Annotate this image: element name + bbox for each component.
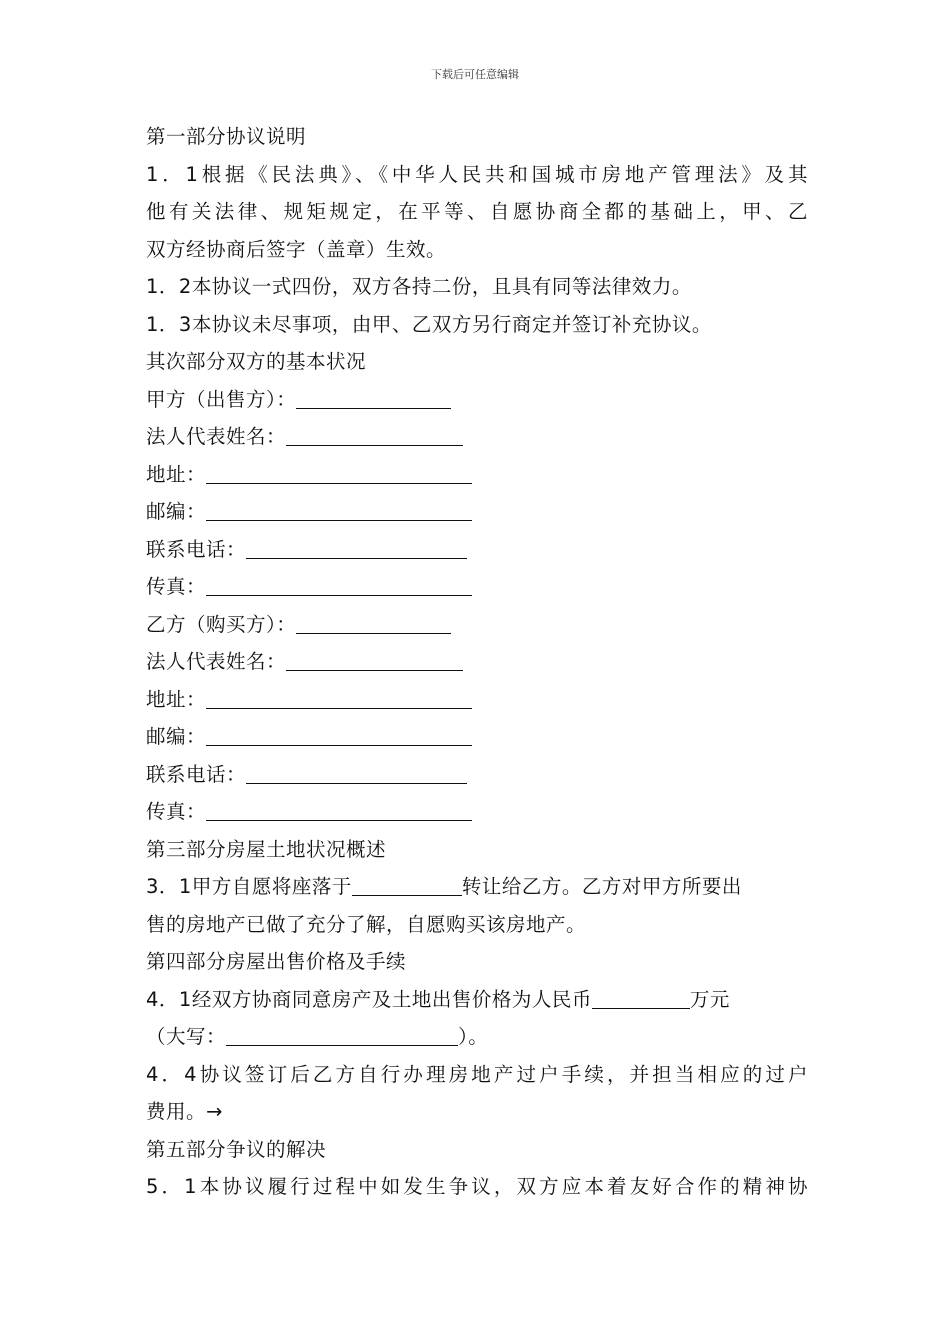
clause-4-4-line-2: 费用。→ [146, 1100, 223, 1123]
party-a-postcode-row [146, 493, 808, 531]
party-b-rep-blank[interactable] [286, 646, 463, 671]
page-header: 下载后可任意编辑 [431, 68, 519, 81]
party-a-row [146, 381, 808, 419]
party-a-postcode-label: 邮编： [146, 500, 207, 523]
party-a-fax-row [146, 568, 808, 606]
clause-4-1-suffix: 万元 [689, 987, 730, 1011]
party-b-phone-row [146, 756, 808, 794]
section-2-title: 其次部分双方的基本状况 [146, 350, 367, 373]
party-b-fax-blank[interactable] [206, 796, 472, 821]
document-body [146, 118, 808, 1206]
party-a-address-blank[interactable] [206, 459, 472, 484]
party-b-row [146, 606, 808, 644]
party-a-postcode-blank[interactable] [206, 496, 472, 521]
party-b-address-row [146, 681, 808, 719]
party-b-blank[interactable] [296, 609, 451, 634]
clause-1-2: 1．2本协议一式四份，双方各持二份，且具有同等法律效力。 [146, 275, 692, 298]
clause-3-1-prefix: 3．1甲方自愿将座落于 [146, 875, 352, 898]
clause-1-3: 1．3本协议未尽事项，由甲、乙双方另行商定并签订补充协议。 [146, 312, 712, 336]
clause-4-1-line-2 [146, 1018, 808, 1056]
clause-5-1: 5．1本协议履行过程中如发生争议，双方应本着友好合作的精神协 [146, 1175, 808, 1198]
party-a-label: 甲方（出售方）： [146, 387, 297, 411]
section-5-title: 第五部分争议的解决 [146, 1137, 327, 1161]
clause-3-1-line-2: 售的房地产已做了充分了解，自愿购买该房地产。 [146, 912, 587, 936]
clause-4-4-line-1: 4．4协议签订后乙方自行办理房地产过户手续，并担当相应的过户 [146, 1062, 808, 1086]
section-1-title: 第一部分协议说明 [146, 125, 307, 148]
party-a-address-row [146, 456, 808, 494]
party-a-fax-label: 传真： [146, 575, 207, 598]
clause-1-1-line-2: 他有关法律、规矩规定，在平等、自愿协商全都的基础上，甲、乙 [146, 200, 808, 223]
clause-1-1-line-1: 1．1根据《民法典》、《中华人民共和国城市房地产管理法》及其 [146, 162, 808, 186]
party-b-rep-row [146, 643, 808, 681]
price-amount-blank[interactable] [592, 984, 690, 1009]
clause-4-1-line-1 [146, 981, 808, 1019]
party-b-postcode-blank[interactable] [206, 721, 472, 746]
price-in-words-blank[interactable] [226, 1021, 458, 1046]
party-b-address-label: 地址： [146, 687, 207, 711]
party-b-fax-label: 传真： [146, 800, 207, 823]
party-a-phone-blank[interactable] [246, 534, 467, 559]
party-b-address-blank[interactable] [206, 684, 472, 709]
party-a-phone-row [146, 531, 808, 569]
party-a-address-label: 地址： [146, 462, 207, 486]
party-b-phone-label: 联系电话： [146, 762, 247, 786]
party-a-rep-label: 法人代表姓名： [146, 425, 287, 448]
party-a-rep-row [146, 418, 808, 456]
clause-4-1-prefix: 4．1经双方协商同意房产及土地出售价格为人民币 [146, 987, 592, 1011]
party-b-phone-blank[interactable] [246, 759, 467, 784]
party-b-postcode-label: 邮编： [146, 725, 207, 748]
section-4-title: 第四部分房屋出售价格及手续 [146, 950, 407, 973]
party-b-postcode-row [146, 718, 808, 756]
party-a-phone-label: 联系电话： [146, 537, 247, 561]
party-a-fax-blank[interactable] [206, 571, 472, 596]
party-a-rep-blank[interactable] [286, 421, 463, 446]
party-b-rep-label: 法人代表姓名： [146, 650, 287, 673]
party-a-blank[interactable] [296, 384, 451, 409]
clause-4-1-line2-prefix: （大写： [146, 1025, 227, 1048]
clause-1-1-line-3: 双方经协商后签字（盖章）生效。 [146, 237, 447, 261]
clause-3-1-suffix: 转让给乙方。乙方对甲方所要出 [461, 875, 742, 898]
party-b-label: 乙方（购买方）： [146, 612, 297, 636]
party-b-fax-row [146, 793, 808, 831]
clause-4-1-line2-suffix: ）。 [458, 1025, 489, 1048]
clause-3-1-line-1 [146, 868, 808, 906]
property-location-blank[interactable] [352, 871, 462, 896]
section-3-title: 第三部分房屋土地状况概述 [146, 837, 387, 861]
